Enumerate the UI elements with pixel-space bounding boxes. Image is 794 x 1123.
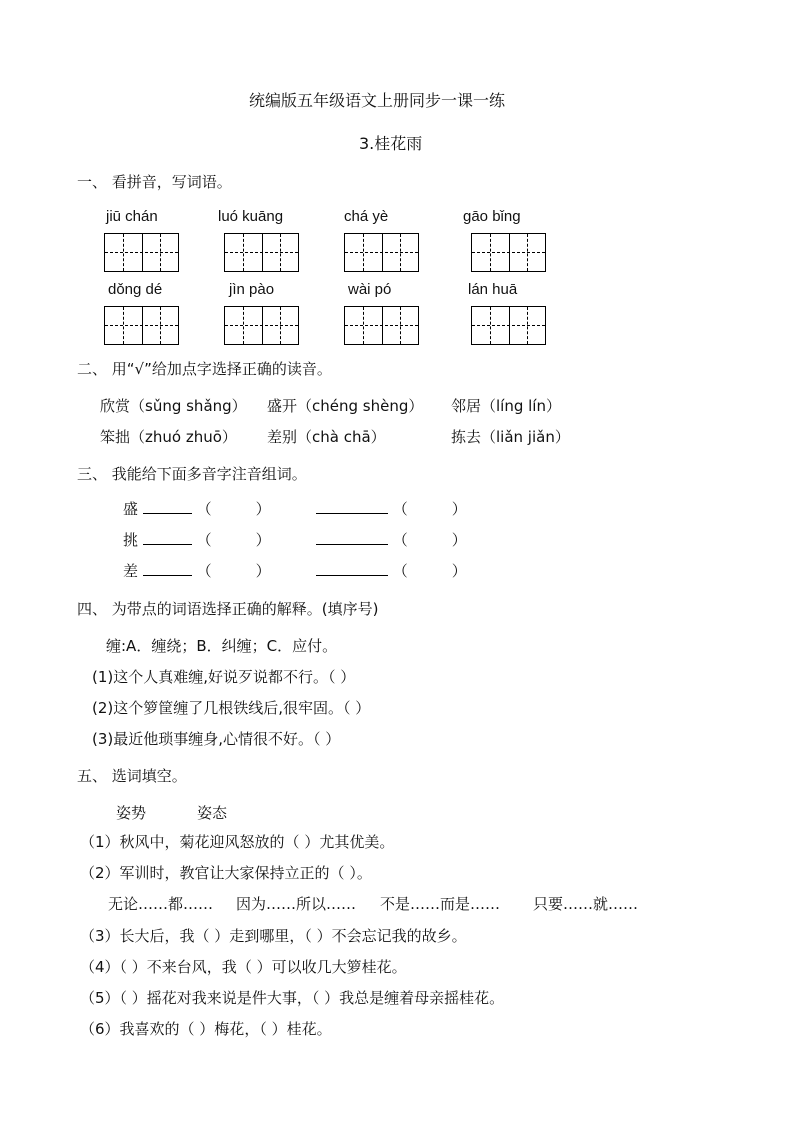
pinyin-6: jìn pào (229, 281, 275, 298)
writing-grid-3[interactable] (344, 233, 419, 272)
polyphone-row-3b (316, 560, 467, 581)
question-5-1[interactable]: （1）秋风中，菊花迎风怒放的（ ）尤其优美。 (80, 833, 395, 851)
polyphone-char: 差 (123, 562, 139, 580)
word-choice-2: 姿态 (197, 804, 228, 822)
paren-open: （ (196, 531, 212, 549)
pinyin-4: gāo bǐng (463, 208, 521, 225)
question-5-5[interactable]: （5）（ ）摇花对我来说是件大事，（ ）我总是缠着母亲摇桂花。 (80, 989, 505, 1007)
reading-item-3[interactable]: 邻居（líng lín） (451, 397, 561, 415)
polyphone-char: 挑 (123, 531, 139, 549)
question-5-3[interactable]: （3）长大后，我（ ）走到哪里，（ ）不会忘记我的故乡。 (80, 927, 467, 945)
writing-grid-4[interactable] (471, 233, 546, 272)
paren-close: ） (255, 562, 271, 580)
paren-open: （ (392, 562, 408, 580)
reading-item-5[interactable]: 差别（chà chā） (267, 428, 386, 446)
answer-blank[interactable] (143, 498, 192, 514)
connective-4: 只要……就…… (533, 895, 639, 913)
reading-item-4[interactable]: 笨拙（zhuó zhuō） (100, 428, 237, 446)
pinyin-7: wài pó (348, 281, 392, 298)
polyphone-row-1 (123, 498, 271, 519)
answer-blank[interactable] (316, 529, 388, 545)
writing-grid-2[interactable] (224, 233, 299, 272)
paren-close: ） (451, 500, 467, 518)
writing-grid-8[interactable] (471, 306, 546, 345)
page-title: 统编版五年级语文上册同步一课一练 (249, 91, 506, 110)
question-4-3[interactable]: (3)最近他琐事缠身,心情很不好。（ ） (92, 730, 341, 748)
paren-open: （ (392, 531, 408, 549)
pinyin-3: chá yè (344, 208, 389, 225)
reading-item-2[interactable]: 盛开（chéng shèng） (267, 397, 424, 415)
connective-2: 因为……所以…… (236, 895, 357, 913)
polyphone-row-2b (316, 529, 467, 550)
word-choice-1: 姿势 (116, 804, 147, 822)
definition-line: 缠:A．缠绕；B．纠缠；C．应付。 (106, 637, 338, 655)
reading-item-1[interactable]: 欣赏（sǔng shǎng） (100, 397, 247, 415)
section-2-heading: 二、 用“√”给加点字选择正确的读音。 (77, 360, 332, 378)
section-1-heading: 一、 看拼音，写词语。 (77, 173, 232, 191)
section-3-heading: 三、 我能给下面多音字注音组词。 (77, 465, 307, 483)
answer-blank[interactable] (143, 529, 192, 545)
paren-close: ） (451, 531, 467, 549)
writing-grid-6[interactable] (224, 306, 299, 345)
question-4-1[interactable]: (1)这个人真难缠,好说歹说都不行。（ ） (92, 668, 356, 686)
paren-close: ） (255, 500, 271, 518)
paren-open: （ (196, 500, 212, 518)
question-4-2[interactable]: (2)这个箩筐缠了几根铁线后,很牢固。（ ） (92, 699, 371, 717)
answer-blank[interactable] (316, 498, 388, 514)
paren-close: ） (255, 531, 271, 549)
pinyin-1: jiū chán (106, 208, 158, 225)
section-5-heading: 五、 选词填空。 (77, 767, 187, 785)
polyphone-row-2 (123, 529, 271, 550)
connective-3: 不是……而是…… (380, 895, 501, 913)
writing-grid-1[interactable] (104, 233, 179, 272)
pinyin-8: lán huā (468, 281, 518, 298)
connective-1: 无论……都…… (108, 895, 214, 913)
writing-grid-5[interactable] (104, 306, 179, 345)
answer-blank[interactable] (316, 560, 388, 576)
paren-close: ） (451, 562, 467, 580)
paren-open: （ (196, 562, 212, 580)
section-4-heading: 四、 为带点的词语选择正确的解释。(填序号) (77, 600, 379, 618)
writing-grid-7[interactable] (344, 306, 419, 345)
reading-item-6[interactable]: 拣去（liǎn jiǎn） (451, 428, 570, 446)
answer-blank[interactable] (143, 560, 192, 576)
question-5-2[interactable]: （2）军训时，教官让大家保持立正的（ ）。 (80, 864, 372, 882)
question-5-6[interactable]: （6）我喜欢的（ ）梅花，（ ）桂花。 (80, 1020, 332, 1038)
lesson-title: 3.桂花雨 (359, 134, 423, 153)
pinyin-2: luó kuāng (218, 208, 284, 225)
paren-open: （ (392, 500, 408, 518)
question-5-4[interactable]: （4）（ ）不来台风，我（ ）可以收几大箩桂花。 (80, 958, 407, 976)
polyphone-char: 盛 (123, 500, 139, 518)
polyphone-row-1b (316, 498, 467, 519)
polyphone-row-3 (123, 560, 271, 581)
pinyin-5: dǒng dé (108, 281, 163, 298)
